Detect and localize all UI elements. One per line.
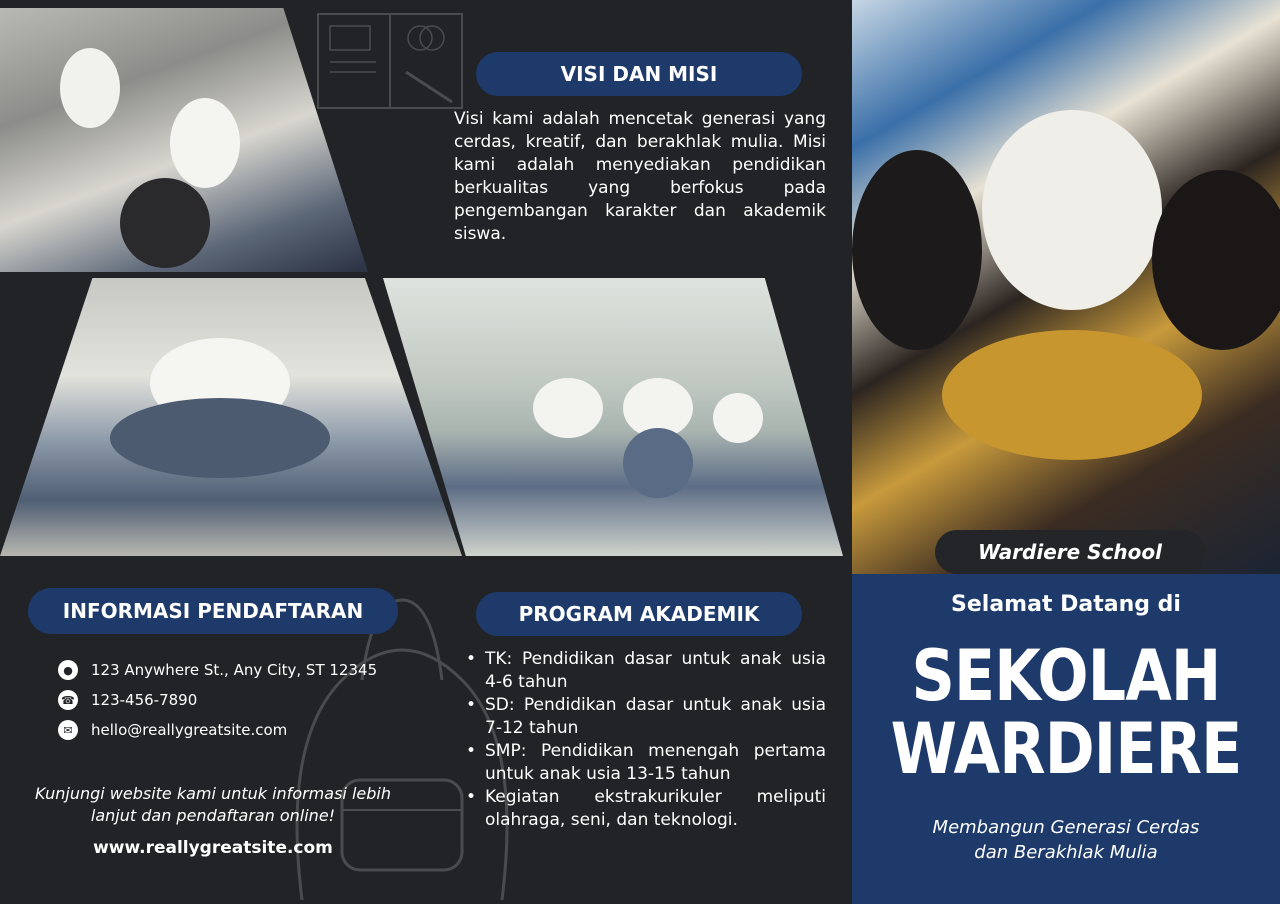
- website-link[interactable]: www.reallygreatsite.com: [93, 838, 333, 858]
- contact-phone-text: 123-456-7890: [91, 691, 198, 709]
- book-outline-icon: [316, 12, 466, 112]
- tagline-line1: Membangun Generasi Cerdas: [932, 817, 1200, 838]
- tagline: [852, 815, 1280, 865]
- visi-misi-text: Visi kami adalah mencetak generasi yang cerdas, kreatif, dan berakhlak mulia. Misi kami adalah menyediakan pendidikan berkualitas yang berfokus pada pengembangan karakter dan akademik siswa.: [454, 109, 826, 244]
- school-title-line1: SEKOLAH: [911, 635, 1221, 717]
- school-title: [882, 635, 1250, 790]
- photo-students-walking: [383, 278, 843, 556]
- phone-icon: ☎: [58, 690, 78, 710]
- contact-phone: [58, 685, 377, 715]
- school-name-badge: Wardiere School: [935, 530, 1205, 574]
- school-title-line2: WARDIERE: [890, 708, 1242, 790]
- cover-panel: [852, 0, 1280, 904]
- email-icon: ✉: [58, 720, 78, 740]
- photo-students-huddle: [0, 278, 462, 556]
- program-item-smp: • SMP: Pendidikan menengah pertama untuk anak usia 13-15 tahun: [466, 740, 826, 786]
- visit-website-text: Kunjungi website kami untuk informasi lebih lanjut dan pendaftaran online!: [35, 784, 391, 825]
- contact-address-text: 123 Anywhere St., Any City, ST 12345: [91, 661, 378, 679]
- welcome-text: Selamat Datang di: [951, 592, 1181, 617]
- program-item-tk: • TK: Pendidikan dasar untuk anak usia 4-6 tahun: [466, 648, 826, 694]
- informasi-heading: INFORMASI PENDAFTARAN: [28, 588, 398, 634]
- location-pin-icon: ●: [58, 660, 78, 680]
- program-heading: PROGRAM AKADEMIK: [476, 592, 802, 636]
- contact-email: [58, 715, 377, 745]
- contact-address: [58, 655, 377, 685]
- contact-list: [58, 655, 377, 745]
- program-list: [466, 648, 826, 832]
- photo-students-sitting: [0, 8, 368, 272]
- tagline-line2: dan Berakhlak Mulia: [974, 842, 1158, 863]
- visi-misi-heading: VISI DAN MISI: [476, 52, 802, 96]
- photo-students-reading: [852, 0, 1280, 574]
- contact-email-text: hello@reallygreatsite.com: [91, 721, 288, 739]
- program-item-ekstrakurikuler: • Kegiatan ekstrakurikuler meliputi olahraga, seni, dan teknologi.: [466, 786, 826, 832]
- program-item-sd: • SD: Pendidikan dasar untuk anak usia 7-12 tahun: [466, 694, 826, 740]
